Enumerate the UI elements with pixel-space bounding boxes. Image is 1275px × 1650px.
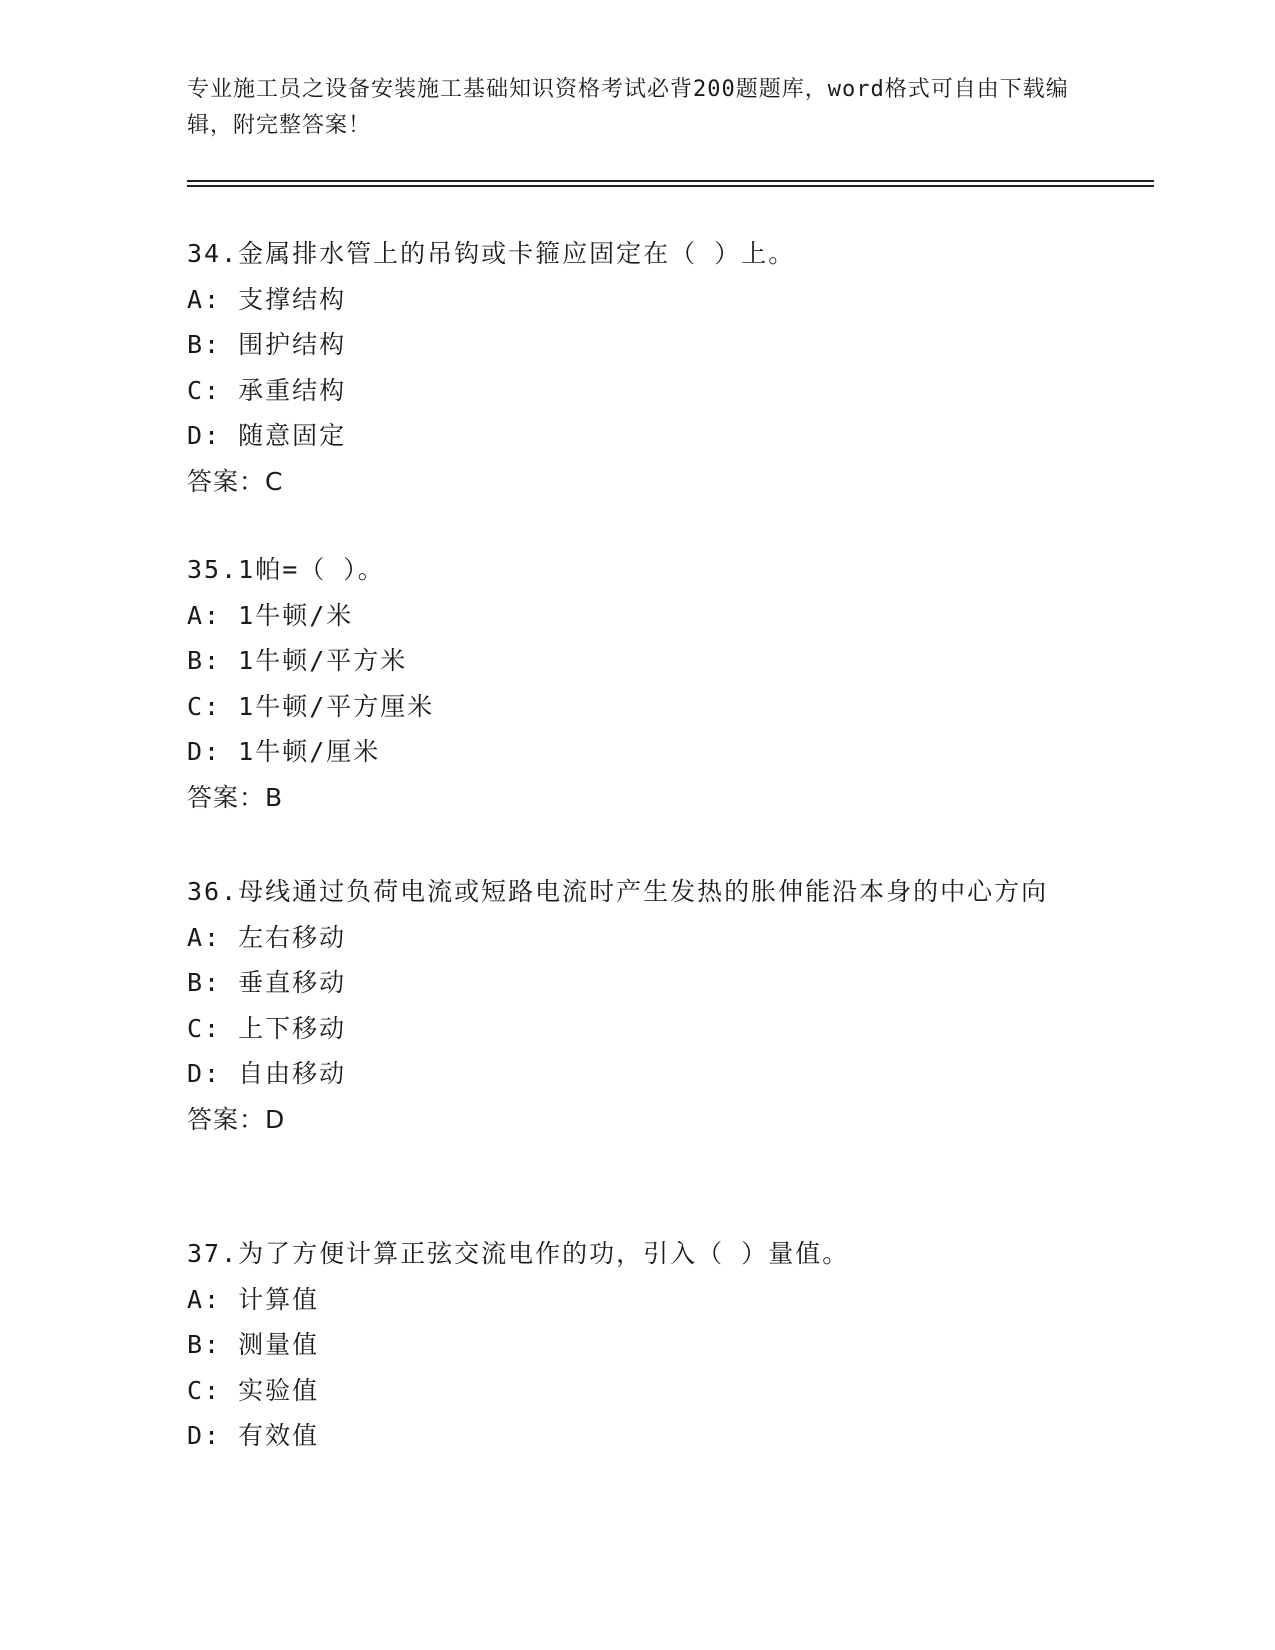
answer: 答案：C <box>187 466 284 496</box>
option-a: A: 1牛顿/米 <box>187 600 354 630</box>
question-stem: 36.母线通过负荷电流或短路电流时产生发热的胀伸能沿本身的中心方向 <box>187 877 1049 906</box>
answer: 答案：B <box>187 782 284 812</box>
option-b: B: 围护结构 <box>187 330 347 359</box>
option-c: C: 上下移动 <box>187 1013 347 1043</box>
document-intro: 专业施工员之设备安装施工基础知识资格考试必背200题题库，word格式可自由下载编辑，附完整答案！ <box>187 77 1069 138</box>
header-divider-bottom <box>187 185 1154 187</box>
option-c: C: 1牛顿/平方厘米 <box>187 691 435 721</box>
header-divider-top <box>187 180 1154 182</box>
option-c: C: 承重结构 <box>187 375 347 405</box>
option-b: B: 测量值 <box>187 1330 320 1359</box>
option-d: D: 自由移动 <box>187 1059 347 1088</box>
question-stem: 37.为了方便计算正弦交流电作的功，引入（ ）量值。 <box>187 1239 850 1268</box>
option-c: C: 实验值 <box>187 1375 320 1405</box>
question-37 <box>187 1231 1087 1459</box>
option-a: A: 左右移动 <box>187 922 347 952</box>
question-35 <box>187 547 1087 820</box>
option-d: D: 随意固定 <box>187 421 347 450</box>
question-stem: 34.金属排水管上的吊钩或卡箍应固定在（ ）上。 <box>187 239 796 268</box>
answer: 答案：D <box>187 1104 286 1134</box>
option-a: A: 支撑结构 <box>187 284 347 314</box>
question-stem: 35.1帕=（ ）。 <box>187 555 385 584</box>
option-d: D: 有效值 <box>187 1421 320 1450</box>
option-d: D: 1牛顿/厘米 <box>187 737 381 766</box>
option-b: B: 1牛顿/平方米 <box>187 646 408 675</box>
question-36 <box>187 869 1087 1142</box>
option-b: B: 垂直移动 <box>187 968 347 997</box>
option-a: A: 计算值 <box>187 1284 320 1314</box>
question-34 <box>187 231 1087 504</box>
